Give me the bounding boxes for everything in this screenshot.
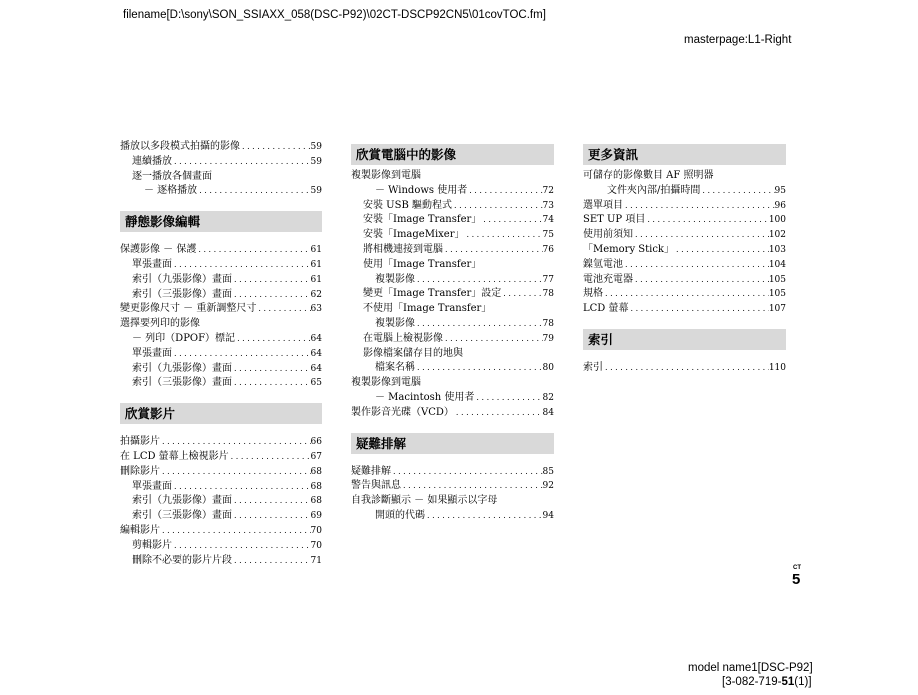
toc-entry[interactable]: 索引 . . . 110 [583, 361, 786, 376]
section-heading: 欣賞影片 [120, 403, 322, 424]
toc-entry[interactable]: － 逐格播放 . . . 59 [120, 184, 322, 199]
toc-entry[interactable]: 索引（九張影像）畫面 . . . 68 [120, 494, 322, 509]
toc-entry[interactable]: 自我診斷顯示 － 如果顯示以字母 [351, 495, 498, 507]
toc-entry[interactable]: 疑難排解 . . . 85 [351, 465, 554, 480]
section-heading: 疑難排解 [351, 433, 554, 454]
toc-entry[interactable]: 使用「Image Transfer」 [363, 258, 482, 270]
toc-entry[interactable]: 刪除不必要的影片片段 . . . 71 [120, 554, 322, 569]
toc-entry[interactable]: 規格 . . . 105 [583, 287, 786, 302]
filename-header: filename[D:\sony\SON_SSIAXX_058(DSC-P92)\02CT-DSCP92CN5\01covTOC.fm] [123, 9, 546, 21]
section-heading: 更多資訊 [583, 144, 786, 165]
toc-entry[interactable]: LCD 螢幕 . . . 107 [583, 302, 786, 317]
toc-entry[interactable]: 連續播放 . . . 59 [120, 155, 322, 170]
toc-column-3 [583, 140, 786, 376]
toc-entry[interactable]: 複製影像到電腦 [351, 170, 421, 181]
toc-entry[interactable]: 播放以多段模式拍攝的影像 . . . 59 [120, 140, 322, 155]
toc-column-1 [120, 140, 322, 568]
toc-entry[interactable]: 可儲存的影像數目 AF 照明器 [583, 170, 714, 181]
toc-entry[interactable]: 安裝「ImageMixer」 . . . 75 [351, 228, 554, 243]
part-number-footer: [3-082-719-51(1)] [722, 676, 812, 688]
toc-entry[interactable]: 不使用「Image Transfer」 [363, 303, 492, 315]
toc-entry[interactable]: 刪除影片 . . . 68 [120, 465, 322, 480]
toc-entry[interactable]: 複製影像到電腦 [351, 377, 421, 389]
section-heading: 索引 [583, 329, 786, 350]
toc-entry[interactable]: － Windows 使用者 . . . 72 [351, 184, 554, 199]
toc-entry[interactable]: 選單項目 . . . 96 [583, 199, 786, 214]
toc-entry[interactable]: 在 LCD 螢幕上檢視影片 . . . 67 [120, 450, 322, 465]
toc-entry[interactable]: 逐一播放各個畫面 [132, 170, 212, 182]
toc-entry[interactable]: 檔案名稱 . . . 80 [351, 361, 554, 376]
toc-column-2 [351, 140, 554, 524]
toc-entry[interactable]: － 列印（DPOF）標記 . . . 64 [120, 332, 322, 347]
toc-entry[interactable]: 變更影像尺寸 － 重新調整尺寸 . . . 63 [120, 302, 322, 317]
toc-entry[interactable]: 電池充電器 . . . 105 [583, 273, 786, 288]
toc-entry[interactable]: 文件夾內部/拍攝時間 . . . 95 [583, 184, 786, 199]
masterpage-header: masterpage:L1-Right [684, 34, 792, 46]
section-heading: 靜態影像編輯 [120, 211, 322, 232]
toc-entry[interactable]: 索引（九張影像）畫面 . . . 61 [120, 273, 322, 288]
toc-entry[interactable]: 索引（三張影像）畫面 . . . 62 [120, 288, 322, 303]
toc-entry[interactable]: 鎳氫電池 . . . 104 [583, 258, 786, 273]
toc-entry[interactable]: 開頭的代碼 . . . 94 [351, 509, 554, 524]
toc-entry[interactable]: 單張畫面 . . . 61 [120, 258, 322, 273]
toc-entry[interactable]: 編輯影片 . . . 70 [120, 524, 322, 539]
model-name-footer: model name1[DSC-P92] [688, 662, 813, 674]
toc-entry[interactable]: 安裝 USB 驅動程式 . . . 73 [351, 199, 554, 214]
page-number: 5 [792, 571, 801, 588]
toc-entry[interactable]: 複製影像 . . . 78 [351, 317, 554, 332]
toc-entry[interactable]: 使用前須知 . . . 102 [583, 228, 786, 243]
toc-entry[interactable]: 影像檔案儲存目的地與 [363, 347, 463, 359]
toc-entry[interactable]: 單張畫面 . . . 64 [120, 347, 322, 362]
toc-entry[interactable]: 安裝「Image Transfer」 . . . 74 [351, 213, 554, 228]
toc-entry[interactable]: 變更「Image Transfer」設定 . . . 78 [351, 287, 554, 302]
toc-entry[interactable]: 索引（三張影像）畫面 . . . 65 [120, 376, 322, 391]
toc-entry[interactable]: 複製影像 . . . 77 [351, 273, 554, 288]
toc-entry[interactable]: 製作影音光碟（VCD） . . . 84 [351, 406, 554, 421]
toc-entry[interactable]: SET UP 項目 . . . 100 [583, 213, 786, 228]
page-language-code: CT [793, 565, 801, 571]
toc-entry[interactable]: 索引（九張影像）畫面 . . . 64 [120, 362, 322, 377]
toc-entry[interactable]: 選擇要列印的影像 [120, 318, 200, 330]
toc-entry[interactable]: 在電腦上檢視影像 . . . 79 [351, 332, 554, 347]
toc-entry[interactable]: － Macintosh 使用者 . . . 82 [351, 391, 554, 406]
toc-entry[interactable]: 保護影像 － 保護 . . . 61 [120, 243, 322, 258]
toc-entry[interactable]: 單張畫面 . . . 68 [120, 480, 322, 495]
toc-entry[interactable]: 「Memory Stick」 . . . 103 [583, 243, 786, 258]
toc-entry[interactable]: 警告與訊息 . . . 92 [351, 479, 554, 494]
toc-entry[interactable]: 剪輯影片 . . . 70 [120, 539, 322, 554]
section-heading: 欣賞電腦中的影像 [351, 144, 554, 165]
toc-entry[interactable]: 拍攝影片 . . . 66 [120, 435, 322, 450]
toc-entry[interactable]: 索引（三張影像）畫面 . . . 69 [120, 509, 322, 524]
toc-entry[interactable]: 將相機連接到電腦 . . . 76 [351, 243, 554, 258]
